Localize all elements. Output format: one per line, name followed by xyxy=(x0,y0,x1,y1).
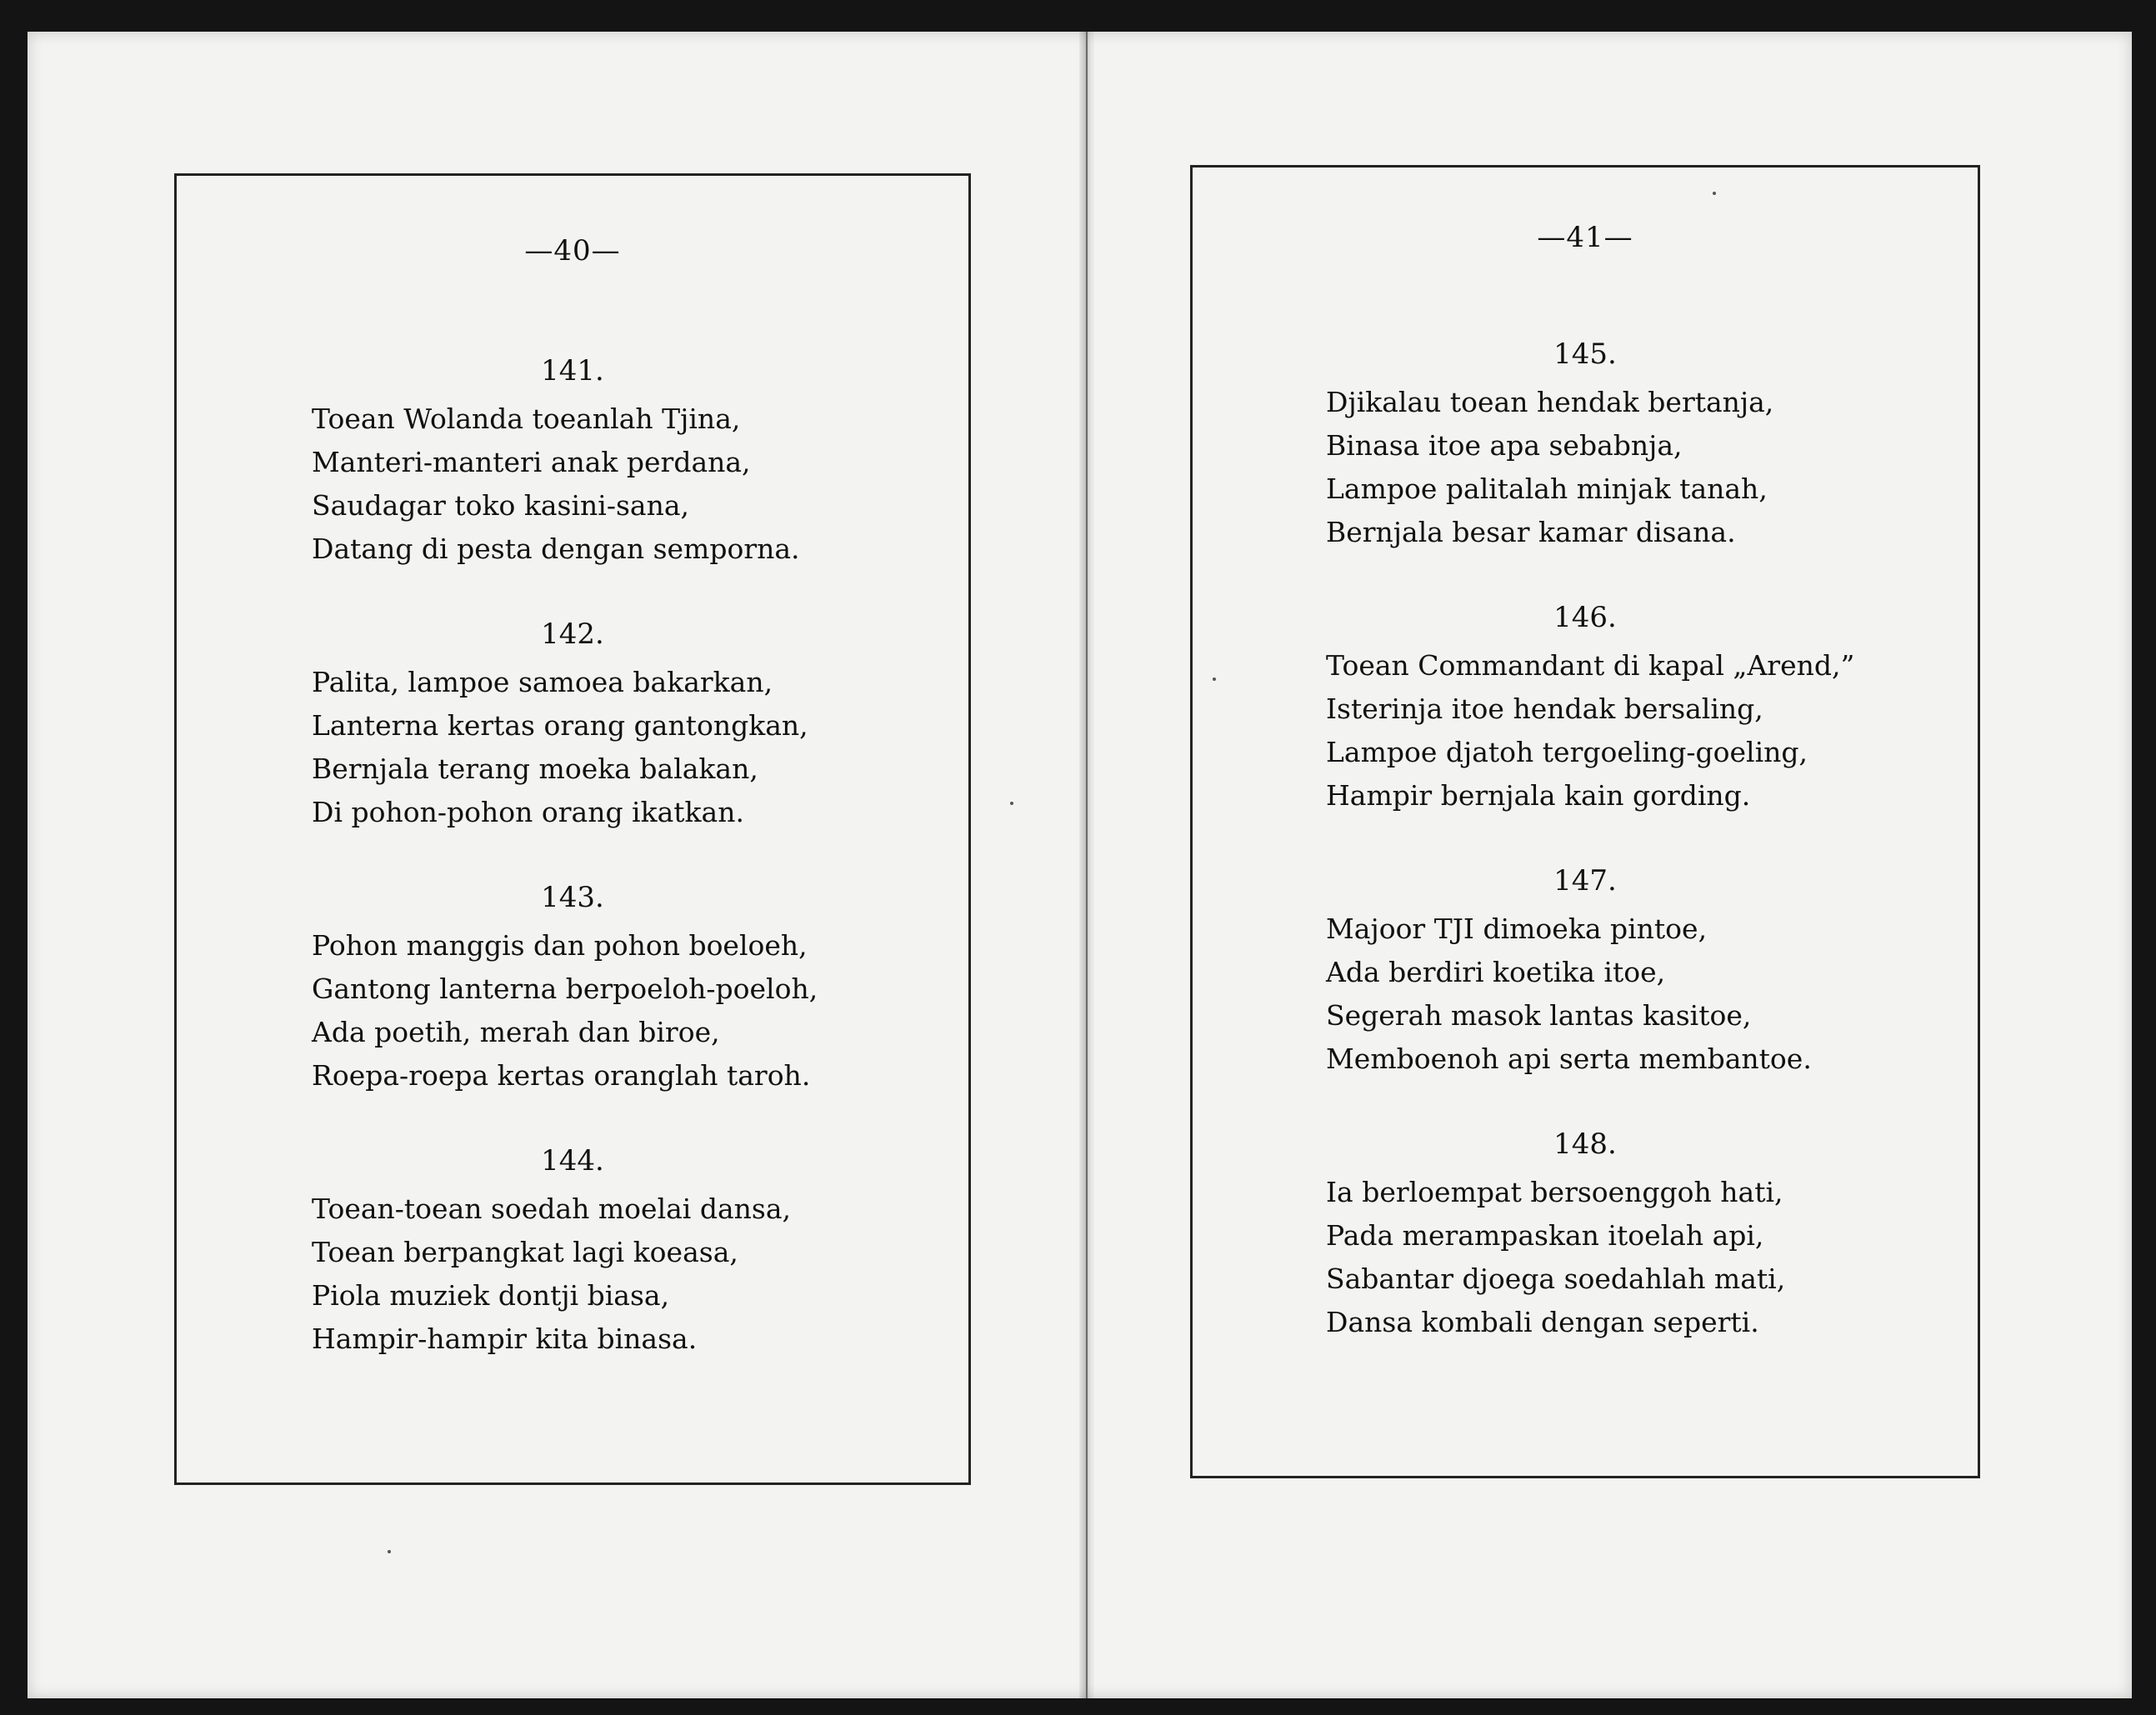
stanza-number: 142. xyxy=(541,618,604,651)
stanza xyxy=(177,351,968,571)
verse-line: Gantong lanterna berpoeloh-poeloh, xyxy=(312,972,818,1005)
paper-speck xyxy=(388,1550,391,1553)
verse-line: Saudagar toko kasini-sana, xyxy=(312,489,690,522)
right-page-number: —41— xyxy=(1537,221,1633,254)
verse-line: Segerah masok lantas kasitoe, xyxy=(1326,999,1752,1032)
verse-line: Palita, lampoe samoea bakarkan, xyxy=(312,666,773,698)
stanza xyxy=(1193,1124,1978,1344)
stanza-number: 148. xyxy=(1553,1128,1617,1161)
stanza-number: 147. xyxy=(1553,864,1617,898)
verse-line: Bernjala terang moeka balakan, xyxy=(312,752,758,785)
verse-line: Pohon manggis dan pohon boeloeh, xyxy=(312,929,808,962)
left-page-stanzas xyxy=(177,351,968,1404)
verse-line: Toean Wolanda toeanlah Tjina, xyxy=(312,402,741,435)
verse-line: Toean Commandant di kapal „Arend,” xyxy=(1326,649,1855,682)
verse-line: Majoor TJI dimoeka pintoe, xyxy=(1326,912,1708,945)
verse-line: Lampoe djatoh tergoeling-goeling, xyxy=(1326,736,1808,768)
verse-line: Binasa itoe apa sebabnja, xyxy=(1326,429,1683,462)
verse-line: Toean berpangkat lagi koeasa, xyxy=(312,1236,738,1268)
verse-line: Lampoe palitalah minjak tanah, xyxy=(1326,472,1768,505)
verse-line: Manteri-manteri anak perdana, xyxy=(312,446,751,478)
stanza xyxy=(177,614,968,834)
stanza-number: 143. xyxy=(541,881,604,914)
stanza-number: 141. xyxy=(541,354,604,388)
verse-line: Lanterna kertas orang gantongkan, xyxy=(312,709,808,742)
stanza xyxy=(177,1141,968,1361)
verse-line: Bernjala besar kamar disana. xyxy=(1326,516,1736,548)
stanza-number: 145. xyxy=(1553,338,1617,371)
stanza-number: 144. xyxy=(541,1144,604,1178)
verse-line: Dansa kombali dengan seperti. xyxy=(1326,1306,1759,1338)
paper-speck xyxy=(1010,802,1013,805)
verse-line: Isterinja itoe hendak bersaling, xyxy=(1326,692,1763,725)
stanza xyxy=(1193,334,1978,554)
verse-line: Toean-toean soedah moelai dansa, xyxy=(312,1192,791,1225)
verse-line: Memboenoh api serta membantoe. xyxy=(1326,1042,1812,1075)
stanza xyxy=(1193,861,1978,1081)
left-page-frame xyxy=(174,173,971,1485)
verse-line: Hampir bernjala kain gording. xyxy=(1326,779,1751,812)
verse-line: Di pohon-pohon orang ikatkan. xyxy=(312,796,744,828)
right-page-frame xyxy=(1190,165,1980,1478)
verse-line: Piola muziek dontji biasa, xyxy=(312,1279,670,1312)
stanza xyxy=(177,878,968,1098)
stanza xyxy=(1193,598,1978,818)
book-gutter-fold xyxy=(1086,32,1088,1698)
verse-line: Djikalau toean hendak bertanja, xyxy=(1326,386,1774,418)
verse-line: Datang di pesta dengan semporna. xyxy=(312,532,800,565)
right-page-stanzas xyxy=(1193,334,1978,1388)
verse-line: Hampir-hampir kita binasa. xyxy=(312,1322,698,1355)
verse-line: Ia berloempat bersoenggoh hati, xyxy=(1326,1176,1783,1208)
left-page-number: —40— xyxy=(524,234,621,268)
verse-line: Ada poetih, merah dan biroe, xyxy=(312,1016,720,1048)
verse-line: Sabantar djoega soedahlah mati, xyxy=(1326,1262,1786,1295)
stanza-number: 146. xyxy=(1553,601,1617,634)
verse-line: Roepa-roepa kertas oranglah taroh. xyxy=(312,1059,811,1092)
verse-line: Pada merampaskan itoelah api, xyxy=(1326,1219,1764,1252)
verse-line: Ada berdiri koetika itoe, xyxy=(1326,956,1666,988)
